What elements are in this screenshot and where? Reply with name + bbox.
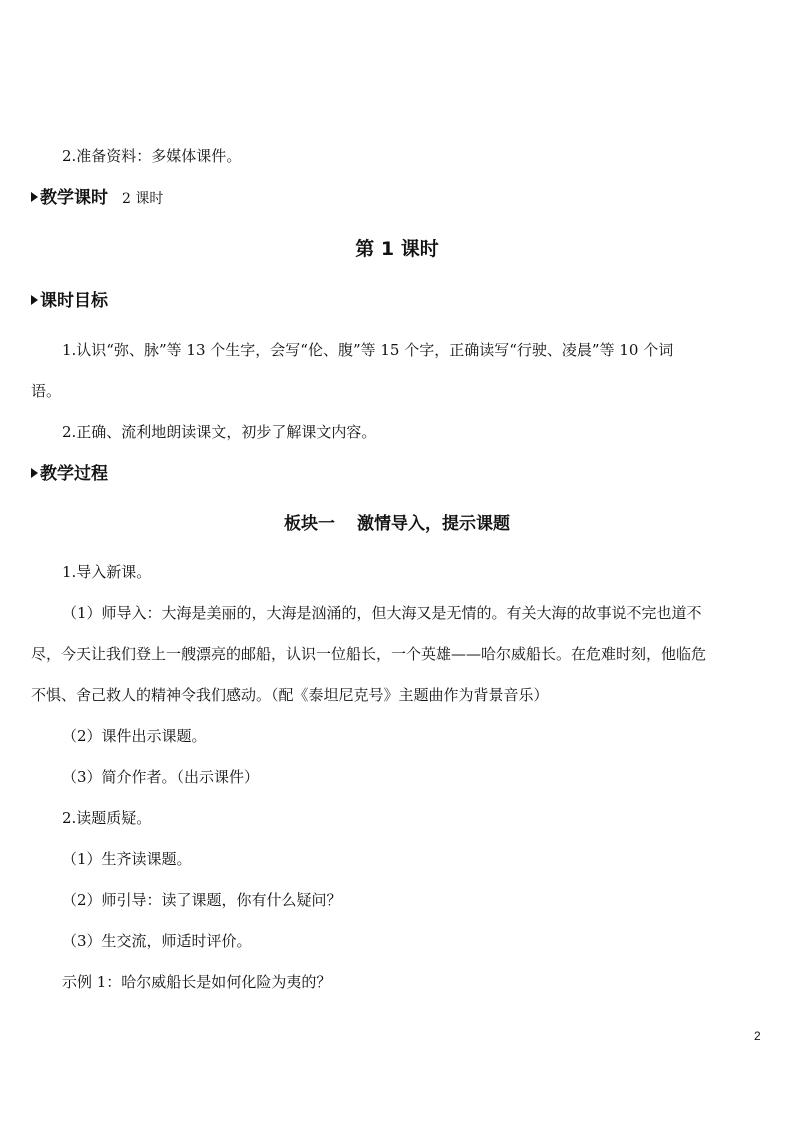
step-2-3: （3）生交流，师适时评价。 — [62, 932, 252, 950]
heading-objectives-label: 课时目标 — [40, 291, 108, 311]
heading-teaching-hours — [31, 187, 163, 210]
heading-process-label: 教学过程 — [40, 464, 108, 484]
step-1: 1.导入新课。 — [62, 563, 152, 581]
triangle-bullet-icon — [31, 468, 38, 478]
heading-teaching-hours-label: 教学课时 — [40, 188, 108, 208]
heading-objectives — [31, 290, 108, 312]
block-1-title — [0, 513, 794, 535]
triangle-bullet-icon — [31, 192, 38, 202]
teaching-hours-value: 2 课时 — [122, 191, 164, 207]
example-1: 示例 1：哈尔威船长是如何化险为夷的？ — [62, 973, 332, 991]
step-1-1-line-1: （1）师导入：大海是美丽的，大海是汹涌的，但大海又是无情的。有关大海的故事说不完也道不 — [62, 604, 702, 622]
block-1-title-text: 激情导入，提示课题 — [357, 514, 510, 534]
block-1-title-number: 板块一 — [284, 514, 335, 534]
step-1-1-line-3: 不惧、舍己救人的精神令我们感动。（配《泰坦尼克号》主题曲作为背景音乐） — [31, 686, 549, 704]
objective-2: 2.正确、流利地朗读课文，初步了解课文内容。 — [62, 423, 377, 441]
step-1-3: （3）简介作者。（出示课件） — [62, 768, 260, 786]
objective-1-line-1: 1.认识“弥、脉”等 13 个生字，会写“伦、腹”等 15 个字，正确读写“行驶、凌晨”等 10 个词 — [62, 341, 674, 359]
step-2: 2.读题质疑。 — [62, 809, 152, 827]
page-number: 2 — [754, 1029, 761, 1043]
objective-1-line-2: 语。 — [31, 382, 62, 400]
lesson-title: 第 1 课时 — [355, 238, 439, 260]
prep-item-2: 2.准备资料：多媒体课件。 — [62, 147, 242, 165]
step-2-2: （2）师引导：读了课题，你有什么疑问？ — [62, 891, 342, 909]
step-1-1-line-2: 尽，今天让我们登上一艘漂亮的邮船，认识一位船长，一个英雄——哈尔威船长。在危难时刻，他临危 — [31, 645, 707, 663]
step-1-2: （2）课件出示课题。 — [62, 727, 207, 745]
triangle-bullet-icon — [31, 295, 38, 305]
heading-process — [31, 463, 108, 485]
step-2-1: （1）生齐读课题。 — [62, 850, 192, 868]
